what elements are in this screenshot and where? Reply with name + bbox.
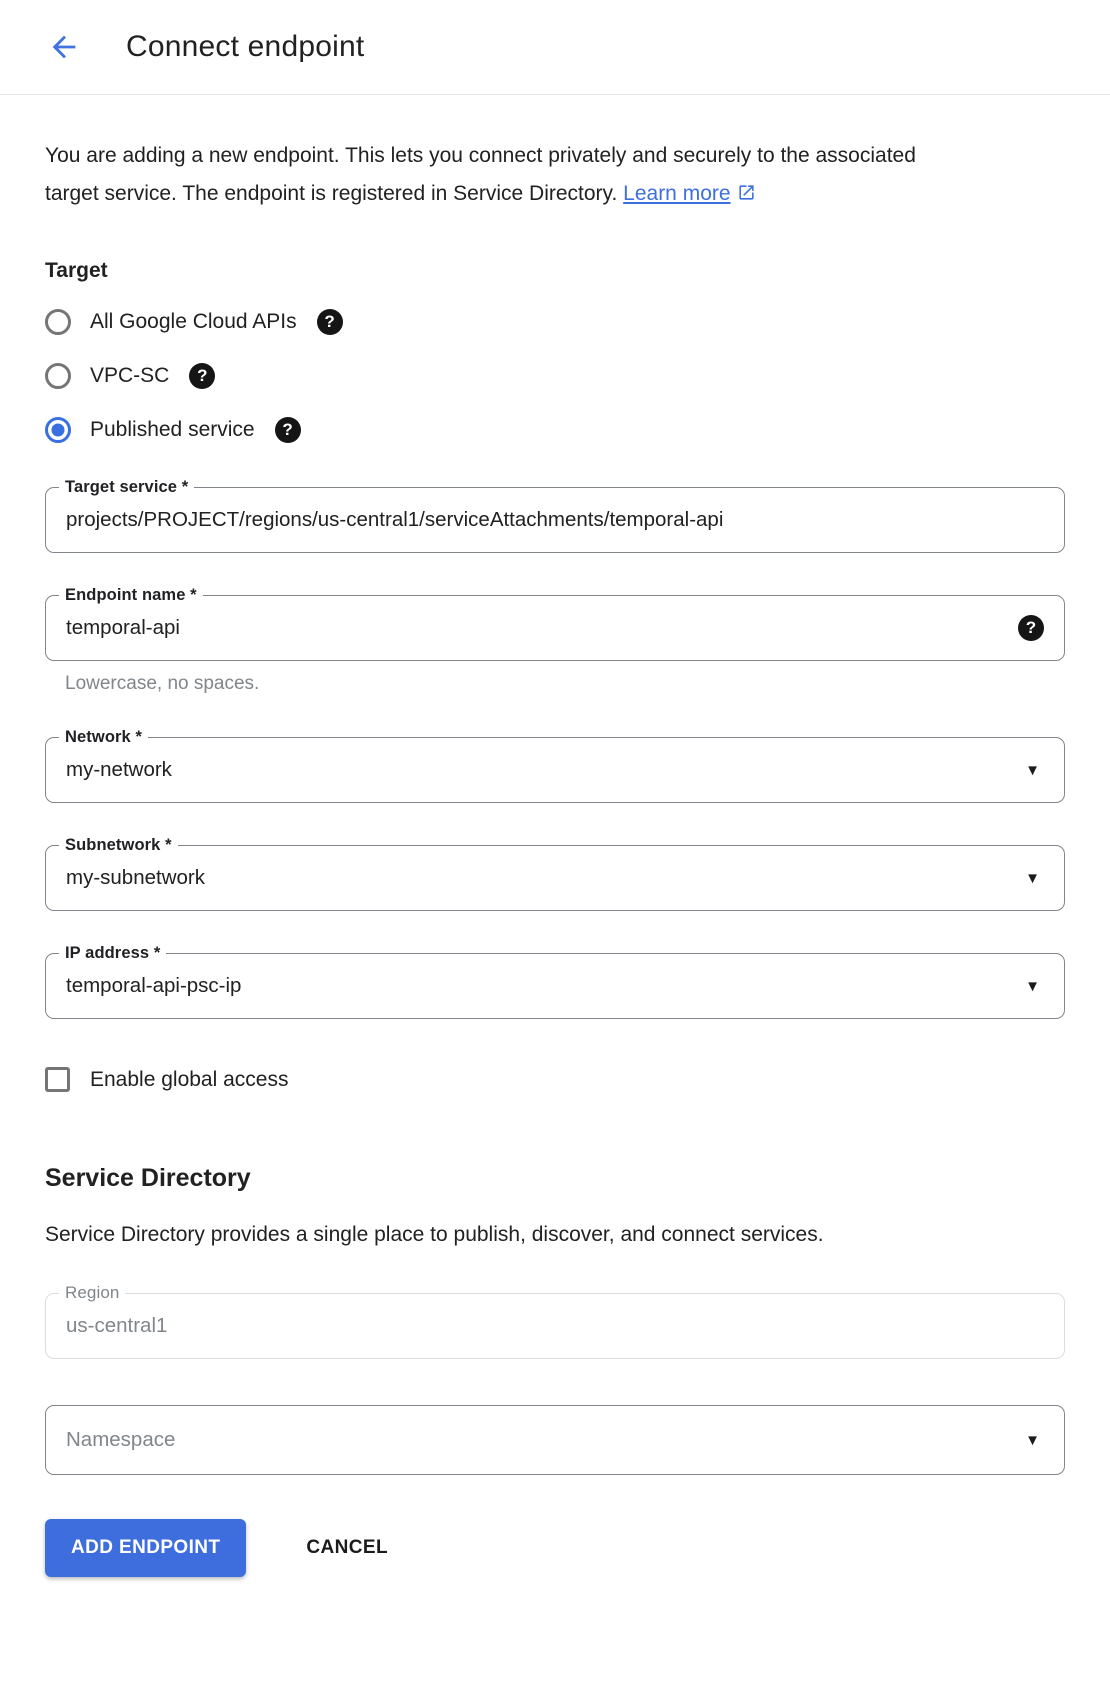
subnetwork-select[interactable] — [45, 836, 1065, 911]
enable-global-access-checkbox-row[interactable] — [45, 1067, 1065, 1092]
chevron-down-icon[interactable]: ▼ — [1025, 761, 1040, 779]
enable-global-access-label: Enable global access — [90, 1067, 289, 1091]
network-select-value: my-network — [66, 758, 172, 781]
open-in-new-icon — [737, 184, 756, 207]
endpoint-name-field[interactable] — [45, 586, 1065, 661]
chevron-down-icon[interactable]: ▼ — [1025, 869, 1040, 887]
radio-unchecked-icon[interactable] — [45, 363, 71, 389]
target-section-label: Target — [45, 259, 108, 282]
region-field — [45, 1283, 1065, 1359]
help-icon[interactable]: ? — [1018, 615, 1044, 641]
namespace-select-placeholder: Namespace — [66, 1428, 176, 1451]
help-icon[interactable]: ? — [317, 309, 343, 335]
region-field-label: Region — [59, 1283, 125, 1303]
arrow-back-icon — [47, 30, 81, 64]
radio-unchecked-icon[interactable] — [45, 309, 71, 335]
intro-text — [45, 137, 945, 215]
network-select-label: Network * — [59, 727, 148, 747]
target-service-field-value[interactable]: projects/PROJECT/regions/us-central1/serviceAttachments/temporal-api — [66, 508, 724, 531]
region-field-value: us-central1 — [66, 1314, 168, 1337]
checkbox-unchecked-icon[interactable] — [45, 1067, 70, 1092]
radio-option-all-google-cloud-apis[interactable] — [45, 307, 1065, 337]
learn-more-label: Learn more — [623, 182, 731, 205]
chevron-down-icon[interactable]: ▼ — [1025, 1431, 1040, 1449]
subnetwork-select-value: my-subnetwork — [66, 866, 205, 889]
page-header — [0, 0, 1110, 95]
radio-label: All Google Cloud APIs — [90, 310, 297, 333]
radio-checked-icon[interactable] — [45, 417, 71, 443]
target-service-field[interactable] — [45, 478, 1065, 553]
cancel-button[interactable]: CANCEL — [294, 1527, 400, 1569]
target-service-field-label: Target service * — [59, 477, 194, 497]
add-endpoint-button[interactable]: ADD ENDPOINT — [45, 1519, 246, 1577]
page-title: Connect endpoint — [126, 30, 365, 63]
radio-option-published-service[interactable] — [45, 415, 1065, 445]
form-content — [0, 137, 1110, 1577]
learn-more-link[interactable] — [623, 182, 755, 205]
ip-address-select[interactable] — [45, 944, 1065, 1019]
endpoint-name-field-label: Endpoint name * — [59, 585, 203, 605]
intro-body: You are adding a new endpoint. This lets you connect privately and securely to the associated target service. The endpoint is registered in Service Directory. — [45, 144, 916, 205]
endpoint-name-field-value[interactable]: temporal-api — [66, 616, 180, 639]
help-icon[interactable]: ? — [189, 363, 215, 389]
subnetwork-select-label: Subnetwork * — [59, 835, 178, 855]
service-directory-heading: Service Directory — [45, 1164, 251, 1192]
ip-address-select-label: IP address * — [59, 943, 166, 963]
service-directory-description: Service Directory provides a single place to publish, discover, and connect services. — [45, 1223, 824, 1246]
radio-label: VPC-SC — [90, 364, 170, 387]
endpoint-name-helper-text: Lowercase, no spaces. — [65, 673, 260, 694]
radio-label: Published service — [90, 418, 255, 441]
radio-option-vpc-sc[interactable] — [45, 361, 1065, 391]
help-icon[interactable]: ? — [275, 417, 301, 443]
action-bar — [45, 1519, 1065, 1577]
namespace-select[interactable] — [45, 1405, 1065, 1475]
back-button[interactable] — [46, 29, 82, 65]
chevron-down-icon[interactable]: ▼ — [1025, 977, 1040, 995]
ip-address-select-value: temporal-api-psc-ip — [66, 974, 242, 997]
network-select[interactable] — [45, 728, 1065, 803]
